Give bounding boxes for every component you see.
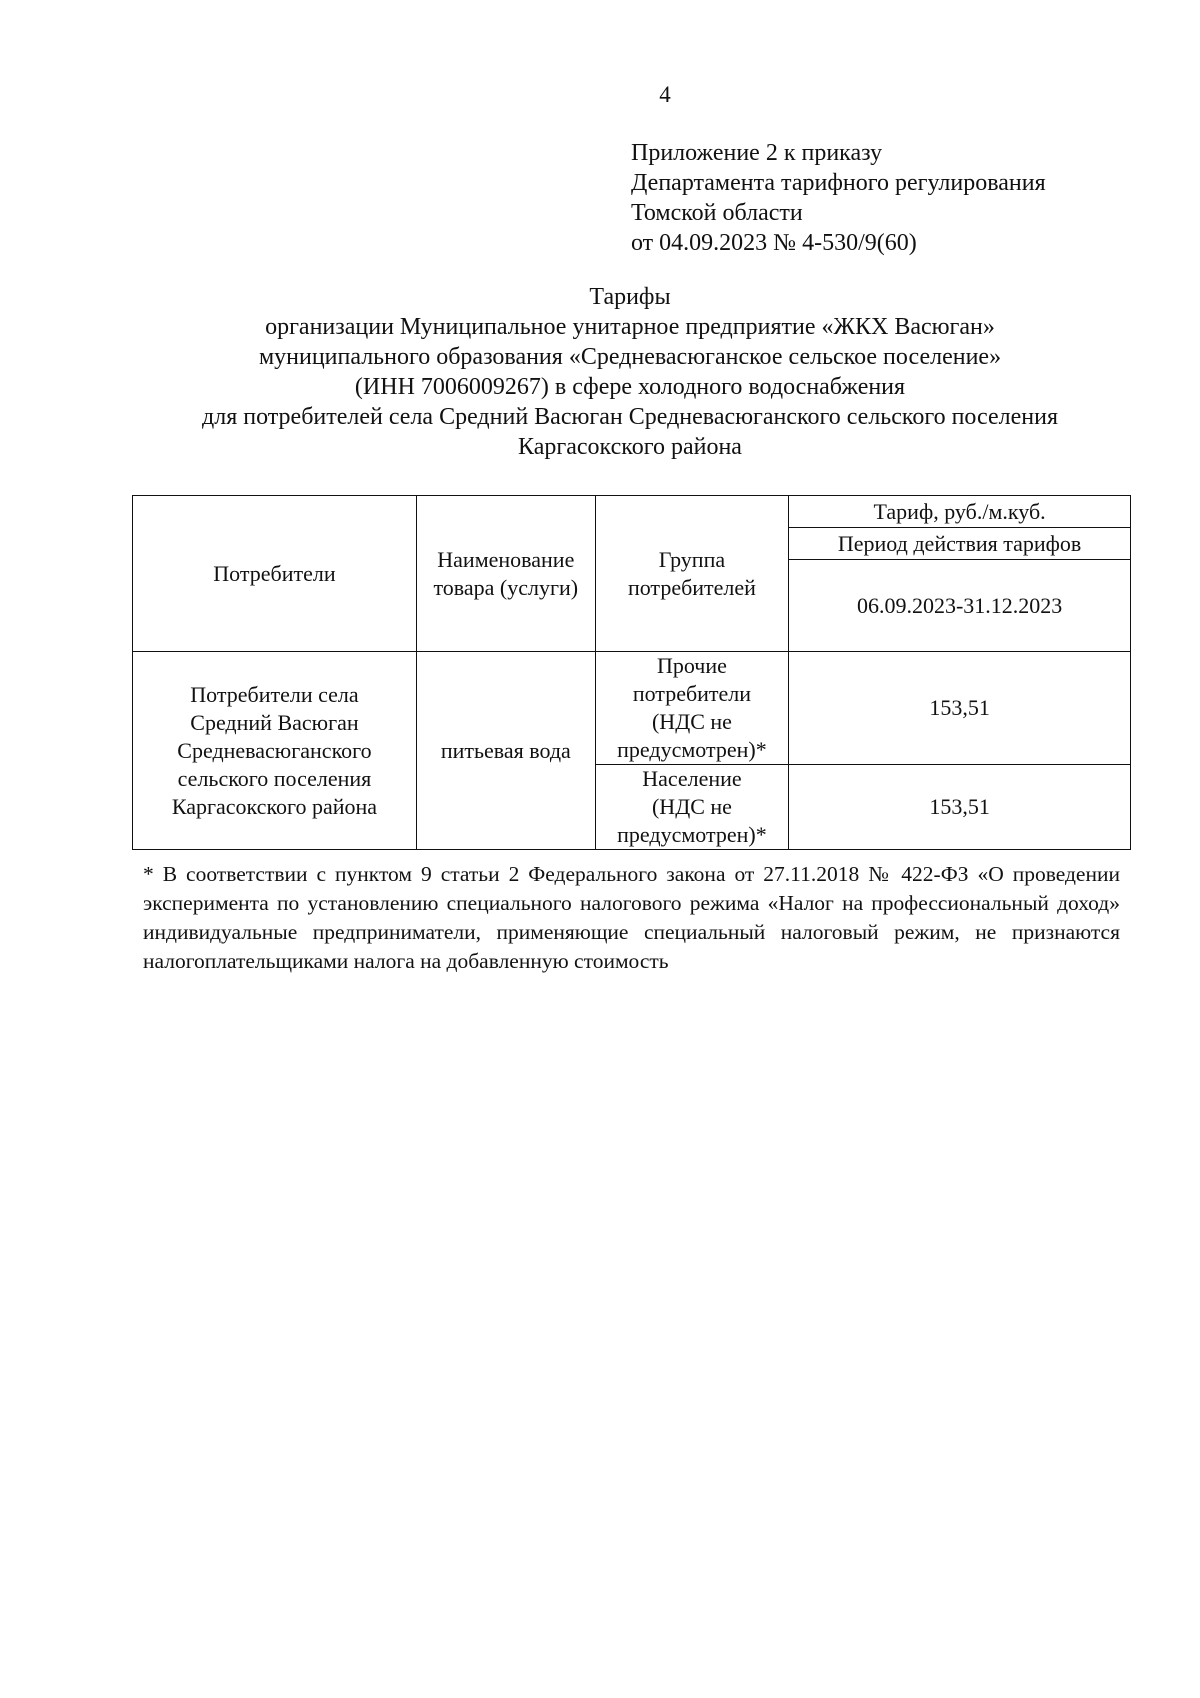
header-group-line: Группа [658, 546, 726, 572]
header-period [789, 528, 1131, 560]
group-cell-other [595, 652, 789, 765]
header-product-line: товара (услуги) [433, 574, 579, 600]
appendix-line: Департамента тарифного регулирования [631, 170, 1046, 196]
title-line: (ИНН 7006009267) в сфере холодного водоснабжения [354, 374, 906, 400]
group-line: Население [642, 766, 742, 791]
group-line: (НДС не [651, 794, 732, 819]
appendix-line: Томской области [631, 200, 803, 226]
title-heading: Тарифы [589, 284, 671, 310]
document-title [130, 282, 1130, 462]
product-cell [416, 652, 595, 850]
title-line: муниципального образования «Средневасюганское сельское поселение» [258, 344, 1002, 370]
header-product [416, 496, 595, 652]
group-cell-population [595, 765, 789, 850]
group-line: Прочие [656, 653, 727, 678]
header-group [595, 496, 789, 652]
header-tariff-label: Тариф, руб./м.куб. [873, 498, 1046, 524]
tariff-cell-other [789, 652, 1131, 765]
group-line: предусмотрен)* [617, 822, 767, 847]
product-value: питьевая вода [440, 737, 571, 763]
appendix-order-date: от 04.09.2023 № 4-530/9(60) [631, 230, 917, 256]
title-line: организации Муниципальное унитарное предприятие «ЖКХ Васюган» [265, 314, 995, 340]
group-line: потребители [632, 681, 752, 706]
appendix-header [631, 138, 1046, 258]
appendix-line: Приложение 2 к приказу [631, 140, 883, 166]
title-line: для потребителей села Средний Васюган Средневасюганского сельского поселения [202, 404, 1058, 430]
period-value: 06.09.2023-31.12.2023 [856, 592, 1063, 618]
footnote: * В соответствии с пунктом 9 статьи 2 Федерального закона от 27.11.2018 № 422-ФЗ «О проведении эксперимента по установлению специального налогового режима «Налог на профессиональный доход» индивидуальные предприниматели, применяющие специальный налоговый режим, не признаются налогоплательщиками налога на добавленную стоимость [143, 862, 1120, 973]
page-number: 4 [659, 82, 671, 107]
consumers-line: Каргасокского района [171, 793, 378, 819]
group-line: предусмотрен)* [617, 737, 767, 762]
tariff-cell-population [789, 765, 1131, 850]
header-product-line: Наименование [437, 546, 575, 572]
header-tariff [789, 496, 1131, 528]
consumers-line: сельского поселения [177, 765, 372, 791]
consumers-line: Средний Васюган [190, 709, 359, 735]
header-period-value [789, 560, 1131, 652]
header-consumers-label: Потребители [213, 560, 336, 586]
tariff-value: 153,51 [929, 794, 990, 819]
consumers-line: Потребители села [190, 681, 359, 707]
header-consumers [133, 496, 417, 652]
tariff-value: 153,51 [929, 695, 990, 720]
header-period-label: Период действия тарифов [837, 530, 1082, 556]
group-line: (НДС не [651, 709, 732, 734]
header-group-line: потребителей [627, 574, 756, 600]
title-line: Каргасокского района [518, 434, 742, 460]
consumers-line: Средневасюганского [177, 737, 372, 763]
tariff-table [132, 495, 1131, 850]
consumers-cell [133, 652, 417, 850]
